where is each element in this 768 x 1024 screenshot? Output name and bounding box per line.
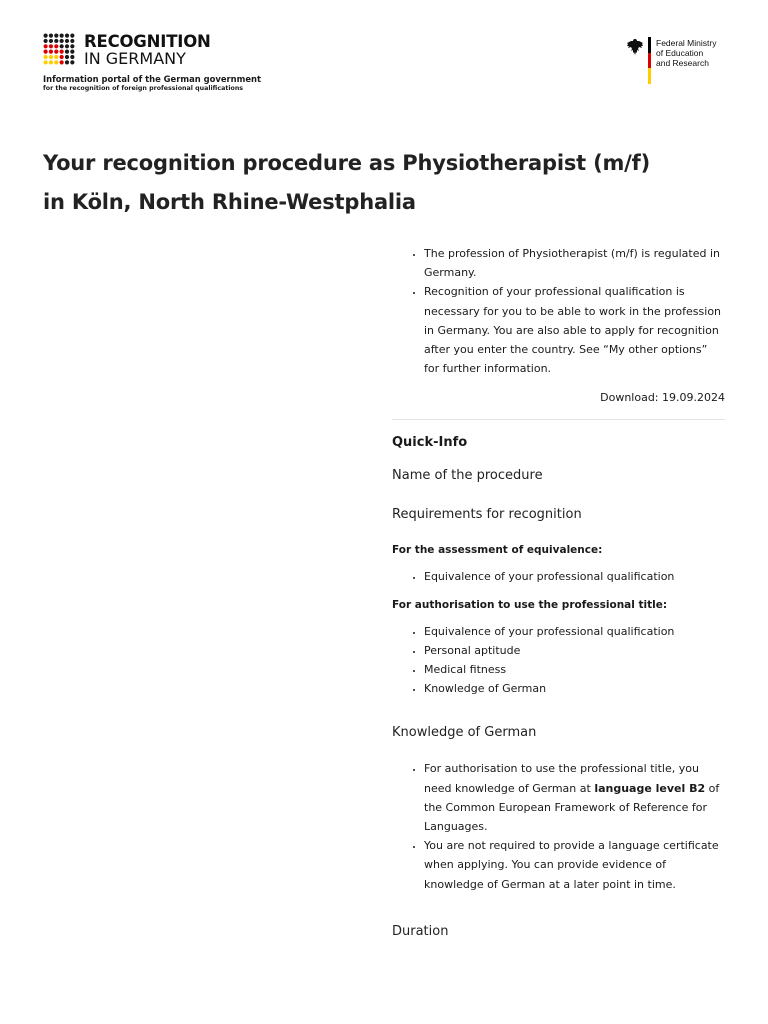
ministry-line2: of Education [656, 48, 704, 58]
list-item: • You are not required to provide a language certificate when applying. You can provide evidence of knowledge of German at a later point in time. [424, 836, 725, 894]
logo-dot [44, 60, 48, 64]
logo-line1: RECOGNITION [84, 32, 211, 51]
page-title [43, 144, 683, 222]
logo-dot [54, 55, 58, 59]
ministry-line3: and Research [656, 58, 709, 68]
logo-dot [60, 60, 64, 64]
german-item1-text: For authorisation to use the professional title, you need knowledge of German at [424, 762, 699, 795]
logo-dot [70, 34, 74, 38]
logo-dot [65, 55, 69, 59]
logo-dot [60, 55, 64, 59]
ministry-line1: Federal Ministry [656, 38, 717, 48]
logo-dot [49, 55, 53, 59]
logo-dot [70, 55, 74, 59]
logo-dot [60, 50, 64, 54]
logo-dot [70, 60, 74, 64]
page-title-line1: Your recognition procedure as Physiotherapist (m/f) [43, 151, 650, 175]
german-knowledge-list [392, 759, 725, 893]
duration-heading: Duration [392, 923, 449, 939]
logo-dot [49, 39, 53, 43]
logo-dot [65, 60, 69, 64]
list-item: • The profession of Physiotherapist (m/f) is regulated in Germany. [424, 244, 725, 282]
logo-dot [44, 44, 48, 48]
logo-dot [60, 39, 64, 43]
logo-dot [49, 50, 53, 54]
logo-dot [60, 44, 64, 48]
logo-dot [54, 34, 58, 38]
logo-line2: IN GERMANY [84, 49, 186, 68]
logo-dot [49, 44, 53, 48]
list-item: • Recognition of your professional qualification is necessary for you to be able to work in the profession in Germany. You are also able to apply for recognition after you enter the country. See “My other options” for further information. [424, 282, 725, 378]
logo-dot [70, 39, 74, 43]
logo-dot [60, 34, 64, 38]
logo-dot [65, 44, 69, 48]
logo-subtagline: for the recognition of foreign professional qualifications [43, 85, 244, 92]
dot-grid-icon [43, 33, 75, 65]
logo-dot [44, 39, 48, 43]
list-item [424, 759, 725, 836]
title-authorisation-list [392, 622, 725, 699]
equivalence-list [392, 567, 725, 586]
logo-dot [54, 39, 58, 43]
list-item: • Knowledge of German [424, 679, 725, 698]
federal-eagle-icon [625, 37, 645, 57]
logo-wordmark [84, 33, 211, 67]
language-level-text: language level B2 [594, 781, 706, 795]
logo-dot [49, 60, 53, 64]
logo-dot [54, 44, 58, 48]
german-item1-text-end: of the Common European Framework of Reference for Languages. [424, 781, 720, 834]
logo-dot [65, 50, 69, 54]
title-authorisation-subheading: For authorisation to use the professional title: [392, 598, 668, 611]
logo-tagline: Information portal of the German government [43, 74, 261, 84]
list-item: • Personal aptitude [424, 641, 725, 660]
logo-dot [70, 50, 74, 54]
logo-dot [54, 50, 58, 54]
list-item: • Medical fitness [424, 660, 725, 679]
list-item: • Equivalence of your professional qualification [424, 622, 725, 641]
logo-dot [65, 34, 69, 38]
logo-dot [70, 44, 74, 48]
quick-info-heading: Quick-Info [392, 435, 468, 451]
german-flag-bar [648, 37, 651, 84]
content-column [392, 244, 725, 940]
divider [392, 419, 725, 420]
download-date: Download: 19.09.2024 [600, 391, 725, 405]
page-title-line2: in Köln, North Rhine-Westphalia [43, 190, 416, 214]
german-knowledge-heading: Knowledge of German [392, 725, 537, 741]
logo-dot [54, 60, 58, 64]
intro-list [392, 244, 725, 378]
logo-dot [49, 34, 53, 38]
ministry-name [656, 38, 716, 68]
procedure-name-heading: Name of the procedure [392, 468, 543, 484]
requirements-heading: Requirements for recognition [392, 507, 582, 523]
equivalence-subheading: For the assessment of equivalence: [392, 544, 603, 557]
list-item: • Equivalence of your professional qualification [424, 567, 725, 586]
logo-dot [44, 34, 48, 38]
logo-dot [44, 50, 48, 54]
logo-dot [44, 55, 48, 59]
logo-dot [65, 39, 69, 43]
